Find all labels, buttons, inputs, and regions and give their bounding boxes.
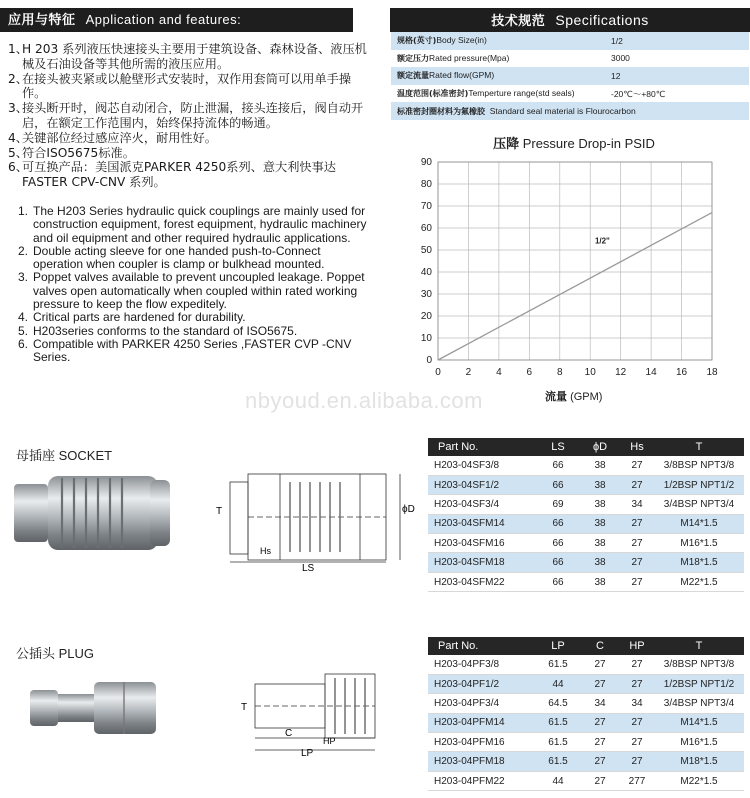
series-annotation: 1/2" [594, 236, 610, 246]
spec-header-zh: 技术规范 [491, 14, 546, 29]
plug-cell: 27 [580, 771, 620, 790]
plug-shank [58, 694, 94, 722]
spec-label-zh: 额定流量 [397, 71, 429, 81]
socket-nose [150, 480, 170, 546]
spec-table [391, 32, 749, 120]
plug-drawing [235, 666, 395, 759]
socket-cell: 34 [620, 495, 654, 514]
spec-header [390, 8, 750, 32]
x-tick-label: 0 [435, 367, 441, 378]
socket-cell: 38 [580, 475, 620, 494]
plug-nose [30, 690, 58, 726]
feature-zh-item [8, 131, 368, 146]
socket-cell: 66 [536, 456, 580, 475]
feature-zh-text: H 203 系列液压快速接头主要用于建筑设备、森林设备、液压机械及石油设备等其他所需的液压应用。 [22, 42, 367, 71]
plug-hex-body [94, 682, 156, 734]
plug-cell: H203-04PFM18 [428, 752, 536, 771]
socket-cell: 69 [536, 495, 580, 514]
spec-value: Standard seal material is Flourocarbon [489, 105, 636, 116]
plug-label-en: PLUG [58, 646, 95, 661]
x-tick-label: 2 [465, 367, 472, 378]
socket-cell: H203-04SF1/2 [428, 475, 536, 494]
plug-cell: 27 [580, 655, 620, 674]
spec-label-en: Body Size(in) [436, 35, 487, 46]
plug-cell: 27 [580, 733, 620, 752]
feature-zh-item [8, 146, 368, 161]
plug-cell: M16*1.5 [654, 733, 744, 752]
spec-label-en: Temperture range(std seals) [468, 88, 575, 99]
spec-row [391, 32, 749, 50]
plug-cell: 277 [620, 771, 654, 790]
socket-cell: 27 [620, 553, 654, 572]
plot-frame [438, 162, 712, 360]
col-c: C [580, 637, 620, 655]
socket-cell: 38 [580, 514, 620, 533]
socket-cell: M14*1.5 [654, 514, 744, 533]
plug-cell: 27 [620, 752, 654, 771]
plug-photo [20, 668, 170, 748]
x-tick-label: 8 [556, 367, 563, 378]
socket-cell: M22*1.5 [654, 572, 744, 591]
socket-cell: 66 [536, 475, 580, 494]
plug-cell: H203-04PF1/2 [428, 674, 536, 693]
spec-value: -20℃～+80℃ [611, 88, 666, 99]
socket-cell: 38 [580, 553, 620, 572]
y-tick-label: 80 [420, 179, 432, 190]
dim-socket-t: T [216, 506, 223, 517]
chart-title-en: Pressure Drop-in PSID [522, 136, 655, 151]
plug-cell: 3/4BSP NPT3/4 [654, 694, 744, 713]
table-row [428, 514, 744, 533]
plug-cell: 3/8BSP NPT3/8 [654, 655, 744, 674]
socket-cell: 27 [620, 534, 654, 553]
socket-cell: 38 [580, 495, 620, 514]
plug-cell: 61.5 [536, 752, 580, 771]
y-tick-label: 40 [420, 267, 432, 278]
plug-cell: 27 [580, 752, 620, 771]
application-header-zh: 应用与特征 [8, 13, 76, 28]
plug-cell: H203-04PFM14 [428, 713, 536, 732]
pressure-drop-chart [410, 150, 740, 415]
plug-cell: H203-04PFM22 [428, 771, 536, 790]
plug-table-body [428, 655, 744, 791]
feature-zh-num: 6、 [8, 160, 28, 175]
feature-en-text: Double acting sleeve for one handed push-to-Connect operation when coupler is clamp or bulkhead mounted. [33, 243, 325, 272]
socket-cell: 38 [580, 534, 620, 553]
feature-en-text: Critical parts are hardened for durability. [33, 310, 246, 325]
socket-photo [10, 462, 180, 567]
col-hs: Hs [620, 438, 654, 456]
plug-table-header [428, 637, 744, 655]
plug-cell: 34 [620, 694, 654, 713]
socket-hex-body [14, 484, 48, 542]
spec-row [391, 67, 749, 85]
socket-cell: 1/2BSP NPT1/2 [654, 475, 744, 494]
spec-header-en: Specifications [555, 12, 649, 28]
x-axis-label-zh: 流量 [545, 391, 571, 403]
table-row [428, 572, 744, 591]
socket-cell: H203-04SF3/8 [428, 456, 536, 475]
table-row [428, 534, 744, 553]
table-row [428, 713, 744, 732]
dim-plug-t: T [241, 702, 248, 713]
spec-value: 12 [611, 70, 621, 81]
y-tick-label: 10 [420, 333, 432, 344]
x-tick-label: 6 [526, 367, 533, 378]
plug-cell: H203-04PF3/8 [428, 655, 536, 674]
socket-cell: 27 [620, 572, 654, 591]
socket-cell: 66 [536, 572, 580, 591]
socket-cell: 27 [620, 514, 654, 533]
feature-zh-num: 3、 [8, 101, 28, 116]
socket-cell: 3/8BSP NPT3/8 [654, 456, 744, 475]
plug-label [16, 643, 94, 662]
plug-cell: 44 [536, 674, 580, 693]
feature-zh-item [8, 160, 368, 190]
socket-cell: 27 [620, 456, 654, 475]
feature-en-item [18, 271, 370, 311]
feature-en-num: 4. [18, 310, 29, 325]
chart-title-zh: 压降 [493, 137, 520, 152]
x-axis-label [545, 389, 602, 403]
feature-en-num: 6. [18, 336, 29, 351]
col-t: T [654, 438, 744, 456]
socket-cell: 27 [620, 475, 654, 494]
dim-plug-c: C [285, 728, 293, 739]
dim-plug-lp: LP [301, 748, 314, 759]
plug-cell: 27 [620, 655, 654, 674]
y-tick-label: 50 [420, 245, 432, 256]
socket-table-body [428, 456, 744, 592]
y-tick-label: 0 [426, 355, 432, 366]
plug-cell: 1/2BSP NPT1/2 [654, 674, 744, 693]
socket-cell: 3/4BSP NPT3/4 [654, 495, 744, 514]
spec-row [391, 102, 749, 120]
feature-en-num: 1. [18, 204, 29, 218]
feature-zh-text: 关键部位经过感应淬火，耐用性好。 [22, 130, 217, 145]
plug-cell: 34 [580, 694, 620, 713]
spec-value: 1/2 [611, 35, 623, 46]
plug-cell: M14*1.5 [654, 713, 744, 732]
socket-cell: 38 [580, 456, 620, 475]
y-tick-label: 90 [420, 157, 432, 168]
x-tick-label: 4 [496, 367, 502, 378]
feature-zh-text: 可互换产品：美国派克PARKER 4250系列、意大利快事达FASTER CPV-CNV 系列。 [22, 160, 336, 190]
plug-cell: M18*1.5 [654, 752, 744, 771]
feature-en-text: The H203 Series hydraulic quick couplings are mainly used for construction equipment, forest equipment, hydraulic machinery and oil equipment and other required hydraulic applications. [33, 204, 367, 245]
feature-zh-text: 在接头被夹紧或以舱壁形式安装时，双作用套筒可以用单手操作。 [22, 71, 352, 101]
dim-socket-d: ϕD [402, 504, 415, 515]
socket-drawing [210, 462, 415, 574]
plug-cell: 27 [620, 733, 654, 752]
spec-label-zh: 规格(英寸) [397, 36, 437, 46]
features-zh-list [8, 42, 368, 190]
socket-cell: H203-04SFM18 [428, 553, 536, 572]
col-ls: LS [536, 438, 580, 456]
feature-zh-num: 4、 [8, 130, 28, 145]
y-tick-label: 70 [420, 201, 432, 212]
y-tick-label: 60 [420, 223, 432, 234]
table-row [428, 553, 744, 572]
feature-zh-num: 5、 [8, 145, 28, 160]
plug-cell: 44 [536, 771, 580, 790]
socket-cell: 66 [536, 553, 580, 572]
col-lp: LP [536, 637, 580, 655]
plug-table [428, 637, 744, 791]
dim-plug-hp: HP [323, 736, 336, 746]
plug-cell: H203-04PF3/4 [428, 694, 536, 713]
plug-cell: 27 [620, 713, 654, 732]
spec-row [391, 50, 749, 68]
feature-zh-item [8, 101, 368, 131]
feature-en-num: 3. [18, 270, 29, 285]
socket-table [428, 438, 744, 592]
feature-en-num: 2. [18, 243, 29, 258]
dim-socket-ls: LS [302, 563, 315, 574]
spec-row [391, 85, 749, 103]
x-tick-label: 16 [675, 367, 688, 378]
y-tick-label: 30 [420, 289, 432, 300]
socket-cell: H203-04SFM14 [428, 514, 536, 533]
feature-zh-num: 1、 [8, 42, 28, 56]
socket-cell: H203-04SFM22 [428, 572, 536, 591]
feature-en-text: Poppet valves available to prevent uncoupled leakage. Poppet valves open automatically when coupled within rated working pressure to keep the flow expeditely. [33, 270, 365, 312]
socket-table-header [428, 438, 744, 456]
table-row [428, 752, 744, 771]
feature-en-text: Compatible with PARKER 4250 Series ,FASTER CVP -CNV Series. [33, 336, 352, 365]
col-hp: HP [620, 637, 654, 655]
feature-en-item [18, 338, 370, 365]
feature-en-item [18, 311, 370, 324]
features-en-list [18, 205, 370, 365]
table-row [428, 771, 744, 790]
feature-zh-text: 符合ISO5675标准。 [22, 145, 135, 160]
socket-cell: 66 [536, 514, 580, 533]
col-part-no: Part No. [428, 637, 536, 655]
x-axis-label-en: (GPM) [570, 391, 603, 403]
feature-en-item [18, 205, 370, 245]
spec-label-en: Rated flow(GPM) [429, 70, 495, 81]
x-tick-label: 18 [706, 367, 718, 378]
table-row [428, 655, 744, 674]
plug-cell: 27 [580, 674, 620, 693]
spec-label-en: Rated pressure(Mpa) [429, 52, 510, 63]
feature-zh-item [8, 42, 368, 72]
socket-cell: H203-04SFM16 [428, 534, 536, 553]
feature-en-item [18, 325, 370, 338]
plug-cell: 61.5 [536, 713, 580, 732]
x-tick-label: 12 [615, 367, 627, 378]
table-row [428, 733, 744, 752]
application-header-en: Application and features: [85, 12, 242, 27]
col-t: T [654, 637, 744, 655]
table-row [428, 495, 744, 514]
spec-label-zh: 额定压力 [397, 53, 429, 63]
plug-cell: 64.5 [536, 694, 580, 713]
table-row [428, 456, 744, 475]
feature-en-num: 5. [18, 323, 29, 338]
x-tick-label: 14 [645, 367, 657, 378]
plug-cell: H203-04PFM16 [428, 733, 536, 752]
watermark: nbyoud.en.alibaba.com [245, 388, 483, 413]
plug-cell: 27 [620, 674, 654, 693]
socket-cell: H203-04SF3/4 [428, 495, 536, 514]
col-d: ϕD [580, 438, 620, 456]
plug-label-zh: 公插头 [16, 647, 56, 662]
feature-zh-num: 2、 [8, 71, 28, 86]
spec-label-zh: 标准密封圈材料为氟橡胶 [397, 106, 485, 116]
spec-label-zh: 温度范围(标准密封) [397, 89, 469, 99]
x-tick-label: 10 [584, 367, 596, 378]
col-part-no: Part No. [428, 438, 536, 456]
plug-cell: M22*1.5 [654, 771, 744, 790]
feature-zh-item [8, 72, 368, 102]
table-row [428, 694, 744, 713]
feature-en-item [18, 245, 370, 272]
plug-cell: 27 [580, 713, 620, 732]
plug-cell: 61.5 [536, 733, 580, 752]
feature-en-text: H203series conforms to the standard of ISO5675. [33, 323, 298, 338]
socket-label-en: SOCKET [58, 448, 113, 463]
table-row [428, 475, 744, 494]
application-header [0, 8, 353, 32]
socket-cell: M16*1.5 [654, 534, 744, 553]
spec-value: 3000 [611, 53, 630, 64]
plug-cell: 61.5 [536, 655, 580, 674]
y-tick-label: 20 [420, 311, 432, 322]
dim-socket-hs: Hs [260, 546, 271, 556]
socket-cell: M18*1.5 [654, 553, 744, 572]
socket-sleeve [48, 476, 158, 550]
socket-cell: 38 [580, 572, 620, 591]
socket-cell: 66 [536, 534, 580, 553]
table-row [428, 674, 744, 693]
socket-label-zh: 母插座 [16, 449, 56, 464]
feature-zh-text: 接头断开时，阀芯自动闭合，防止泄漏，接头连接后，阀自动开启，在额定工作范围内，始终保持流体的畅通。 [22, 101, 364, 130]
